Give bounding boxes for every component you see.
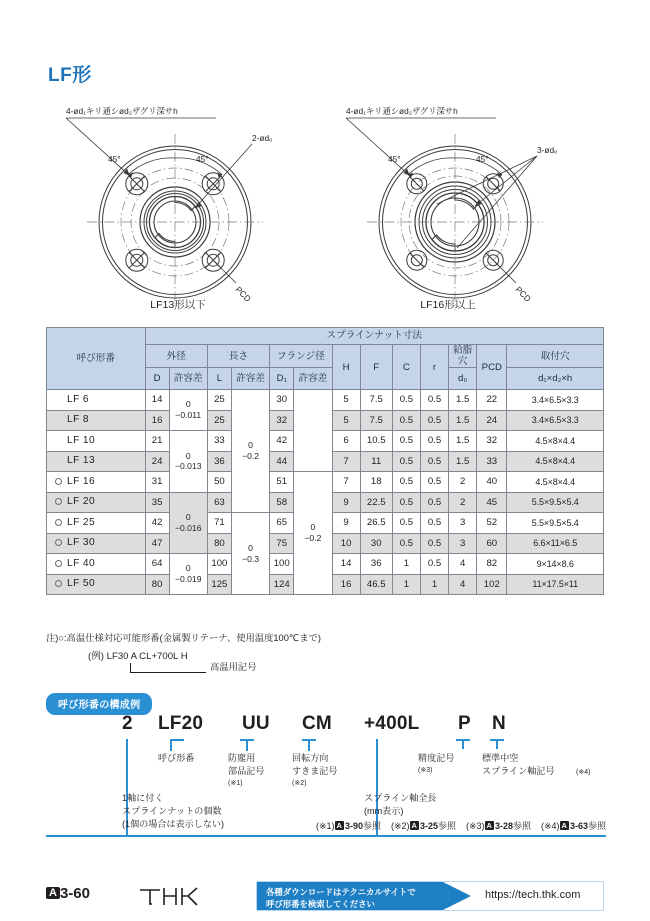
composition-description-7: 精度記号 bbox=[418, 753, 455, 763]
tolerance-cell: 0 −0.011 bbox=[169, 390, 207, 431]
table-cell-D: 16 bbox=[145, 410, 169, 431]
high-temp-circle-icon bbox=[55, 560, 62, 567]
table-cell-d0: 1.5 bbox=[449, 390, 477, 411]
example-leader-label: 高温用記号 bbox=[210, 662, 257, 672]
composition-token-5: P bbox=[458, 713, 471, 734]
table-cell-D1: 65 bbox=[270, 513, 294, 534]
table-cell-F: 10.5 bbox=[360, 431, 392, 452]
composition-reference-0[interactable] bbox=[316, 821, 381, 831]
table-cell-D1: 58 bbox=[270, 492, 294, 513]
table-cell-C: 1 bbox=[392, 554, 420, 575]
table-header-PCD: PCD bbox=[477, 345, 507, 390]
table-cell-d0: 4 bbox=[449, 574, 477, 595]
table-cell-C: 0.5 bbox=[392, 451, 420, 472]
table-header-F: F bbox=[360, 345, 392, 390]
table-cell-L: 50 bbox=[207, 472, 231, 493]
table-cell-H: 14 bbox=[332, 554, 360, 575]
table-cell-F: 26.5 bbox=[360, 513, 392, 534]
reference-mark: (※4) bbox=[541, 821, 560, 831]
table-cell-D1: 30 bbox=[270, 390, 294, 411]
composition-description-1: 防塵用 bbox=[228, 753, 256, 763]
composition-token-1: LF20 bbox=[158, 713, 204, 734]
figure-caption-left: LF13形以下 bbox=[150, 299, 206, 311]
table-cell-d0: 3 bbox=[449, 513, 477, 534]
table-cell-H: 7 bbox=[332, 472, 360, 493]
table-cell-PCD: 24 bbox=[477, 410, 507, 431]
reference-badge-icon: A bbox=[411, 821, 417, 830]
table-cell-model-label: LF 8 bbox=[67, 414, 89, 426]
table-cell-mounting-hole: 5.5×9.5×5.4 bbox=[507, 513, 604, 534]
table-cell-r: 0.5 bbox=[420, 431, 448, 452]
composition-tick-8 bbox=[240, 739, 254, 741]
table-cell-H: 16 bbox=[332, 574, 360, 595]
table-cell-mounting-hole: 11×17.5×11 bbox=[507, 574, 604, 595]
table-cell-L: 36 bbox=[207, 451, 231, 472]
table-cell-model bbox=[47, 492, 146, 513]
composition-tick-11 bbox=[490, 739, 504, 741]
tolerance-cell bbox=[294, 390, 332, 472]
footer-page-number-text: 3-60 bbox=[59, 885, 90, 902]
table-cell-L: 63 bbox=[207, 492, 231, 513]
high-temp-circle-icon bbox=[55, 498, 62, 505]
figure-lf13-and-below bbox=[30, 100, 320, 320]
composition-code-row bbox=[46, 713, 606, 739]
reference-page: 3-90 bbox=[344, 821, 363, 831]
high-temp-circle-icon bbox=[55, 478, 62, 485]
table-cell-D1: 44 bbox=[270, 451, 294, 472]
table-cell-D: 31 bbox=[145, 472, 169, 493]
table-group-lubrication-hole: 給脂穴 bbox=[449, 345, 477, 368]
table-cell-H: 5 bbox=[332, 410, 360, 431]
table-cell-D: 64 bbox=[145, 554, 169, 575]
table-cell-H: 5 bbox=[332, 390, 360, 411]
figure-right-angle-right: 45° bbox=[476, 154, 489, 164]
table-cell-D1: 32 bbox=[270, 410, 294, 431]
table-cell-model-label: LF 40 bbox=[67, 557, 96, 569]
high-temp-circle-icon bbox=[55, 539, 62, 546]
composition-token-0: 2 bbox=[122, 713, 133, 734]
table-cell-mounting-hole: 4.5×8×4.4 bbox=[507, 451, 604, 472]
promo-line2: 呼び形番を検索してください bbox=[266, 899, 375, 910]
table-header-L-tolerance: 許容差 bbox=[231, 368, 269, 390]
table-cell-C: 0.5 bbox=[392, 533, 420, 554]
table-cell-PCD: 33 bbox=[477, 451, 507, 472]
table-cell-model bbox=[47, 472, 146, 493]
table-cell-PCD: 22 bbox=[477, 390, 507, 411]
table-cell-model-label: LF 16 bbox=[67, 475, 96, 487]
thk-logo-mark bbox=[138, 883, 208, 909]
composition-token-4: +400L bbox=[364, 713, 420, 734]
table-cell-C: 0.5 bbox=[392, 513, 420, 534]
reference-suffix: 参照 bbox=[437, 821, 456, 831]
composition-description-2: 部品記号 bbox=[228, 766, 265, 776]
figure-left-hole-note: 2-ød₀ bbox=[252, 133, 273, 143]
figure-lf16-and-above bbox=[325, 100, 615, 320]
table-header-D1: D₁ bbox=[270, 368, 294, 390]
table-cell-model bbox=[47, 390, 146, 411]
figure-right-top-note: 4-ød₁キリ通シød₂ザグリ深サh bbox=[346, 106, 458, 116]
table-cell-L: 125 bbox=[207, 574, 231, 595]
promo-line1: 各種ダウンロードはテクニカルサイトで bbox=[266, 887, 416, 897]
high-temp-circle-icon bbox=[55, 519, 62, 526]
table-cell-D1: 100 bbox=[270, 554, 294, 575]
figure-left-top-note: 4-ød₁キリ通シød₂ザグリ深サh bbox=[66, 106, 178, 116]
table-cell-H: 9 bbox=[332, 492, 360, 513]
reference-mark: (※2) bbox=[391, 821, 410, 831]
figure-right-angle-left: 45° bbox=[388, 154, 401, 164]
table-cell-L: 33 bbox=[207, 431, 231, 452]
high-temperature-note: 注)○:高温仕様対応可能形番(金属製リテーナ、使用温度100℃まで) bbox=[46, 633, 322, 643]
figure-caption-right: LF16形以上 bbox=[420, 299, 476, 311]
composition-description-16: (mm表示) bbox=[364, 806, 404, 816]
table-cell-PCD: 60 bbox=[477, 533, 507, 554]
page-title: LF形 bbox=[48, 65, 92, 86]
table-cell-D: 80 bbox=[145, 574, 169, 595]
composition-bottom-rule bbox=[46, 835, 606, 837]
composition-token-2: UU bbox=[242, 713, 270, 734]
table-cell-mounting-hole: 6.6×11×6.5 bbox=[507, 533, 604, 554]
table-header-D-tolerance: 許容差 bbox=[169, 368, 207, 390]
table-cell-F: 18 bbox=[360, 472, 392, 493]
table-cell-mounting-hole: 3.4×6.5×3.3 bbox=[507, 410, 604, 431]
table-group-flange-diameter: フランジ径 bbox=[270, 345, 332, 368]
table-cell-r: 0.5 bbox=[420, 492, 448, 513]
table-cell-model bbox=[47, 410, 146, 431]
table-cell-PCD: 32 bbox=[477, 431, 507, 452]
table-cell-model bbox=[47, 431, 146, 452]
table-cell-d0: 1.5 bbox=[449, 431, 477, 452]
table-cell-model-label: LF 25 bbox=[67, 516, 96, 528]
reference-page: 3-28 bbox=[494, 821, 513, 831]
table-cell-mounting-hole: 4.5×8×4.4 bbox=[507, 472, 604, 493]
reference-badge-icon: A bbox=[486, 821, 492, 830]
table-header-C: C bbox=[392, 345, 420, 390]
composition-description-10: スプライン軸記号 bbox=[482, 766, 555, 776]
reference-suffix: 参照 bbox=[587, 821, 606, 831]
figure-left-pcd-label: PCD bbox=[233, 284, 254, 304]
table-cell-d0: 4 bbox=[449, 554, 477, 575]
table-cell-D1: 42 bbox=[270, 431, 294, 452]
table-cell-r: 0.5 bbox=[420, 390, 448, 411]
reference-mark: (※1) bbox=[316, 821, 335, 831]
composition-reference-2[interactable] bbox=[466, 821, 531, 831]
composition-references bbox=[46, 819, 606, 832]
reference-page: 3-25 bbox=[419, 821, 438, 831]
table-cell-F: 22.5 bbox=[360, 492, 392, 513]
composition-description-14: (1個の場合は表示しない) bbox=[122, 819, 225, 829]
table-cell-L: 25 bbox=[207, 390, 231, 411]
table-cell-model-label: LF 50 bbox=[67, 578, 96, 590]
composition-token-3: CM bbox=[302, 713, 332, 734]
composition-reference-1[interactable] bbox=[391, 821, 456, 831]
composition-description-6: (※2) bbox=[292, 780, 307, 787]
table-cell-d0: 3 bbox=[449, 533, 477, 554]
composition-tick-7 bbox=[170, 739, 184, 741]
table-cell-C: 0.5 bbox=[392, 472, 420, 493]
tolerance-cell: 0 −0.016 bbox=[169, 492, 207, 554]
table-cell-C: 0.5 bbox=[392, 431, 420, 452]
model-number-composition bbox=[46, 693, 606, 843]
table-cell-D: 21 bbox=[145, 431, 169, 452]
table-cell-H: 7 bbox=[332, 451, 360, 472]
footer-page-badge: A bbox=[46, 887, 60, 899]
table-cell-model bbox=[47, 574, 146, 595]
table-cell-model-label: LF 13 bbox=[67, 455, 96, 467]
table-header-D: D bbox=[145, 368, 169, 390]
reference-mark: (※3) bbox=[466, 821, 485, 831]
table-cell-mounting-hole: 5.5×9.5×5.4 bbox=[507, 492, 604, 513]
table-cell-model-label: LF 30 bbox=[67, 537, 96, 549]
composition-tick-10 bbox=[456, 739, 470, 741]
high-temp-circle-icon bbox=[55, 580, 62, 587]
table-cell-F: 11 bbox=[360, 451, 392, 472]
promo-url[interactable]: https://tech.thk.com bbox=[485, 889, 581, 901]
table-cell-C: 0.5 bbox=[392, 390, 420, 411]
table-group-mounting-hole: 取付穴 bbox=[507, 345, 604, 368]
thk-logo bbox=[138, 883, 208, 914]
reference-badge-icon: A bbox=[336, 821, 342, 830]
table-cell-D: 14 bbox=[145, 390, 169, 411]
composition-description-0: 呼び形番 bbox=[158, 753, 195, 763]
table-cell-L: 25 bbox=[207, 410, 231, 431]
table-cell-model bbox=[47, 554, 146, 575]
composition-description-5: すきま記号 bbox=[292, 766, 338, 776]
tolerance-cell: 0 −0.013 bbox=[169, 431, 207, 493]
table-cell-H: 6 bbox=[332, 431, 360, 452]
tolerance-cell: 0 −0.3 bbox=[231, 513, 269, 595]
model-number-example: (例) LF30 A CL+700L H bbox=[88, 651, 188, 662]
table-cell-H: 9 bbox=[332, 513, 360, 534]
table-cell-r: 0.5 bbox=[420, 472, 448, 493]
tolerance-cell: 0 −0.2 bbox=[231, 390, 269, 513]
reference-badge-icon: A bbox=[561, 821, 567, 830]
example-leader-line bbox=[130, 663, 206, 673]
table-cell-d0: 1.5 bbox=[449, 410, 477, 431]
table-cell-d0: 1.5 bbox=[449, 451, 477, 472]
table-cell-PCD: 45 bbox=[477, 492, 507, 513]
flange-drawing-right bbox=[325, 100, 615, 320]
table-header-r: r bbox=[420, 345, 448, 390]
promo-text bbox=[266, 886, 416, 910]
composition-description-15: スプライン軸全長 bbox=[364, 793, 437, 803]
page-footer bbox=[0, 880, 650, 921]
table-cell-model bbox=[47, 513, 146, 534]
tolerance-cell: 0 −0.2 bbox=[294, 472, 332, 595]
table-cell-D1: 124 bbox=[270, 574, 294, 595]
table-header-D1-tolerance: 許容差 bbox=[294, 368, 332, 390]
composition-description-3: (※1) bbox=[228, 780, 243, 787]
composition-description-8: (※3) bbox=[418, 767, 433, 774]
tolerance-cell: 0 −0.019 bbox=[169, 554, 207, 595]
table-cell-C: 1 bbox=[392, 574, 420, 595]
table-cell-F: 46.5 bbox=[360, 574, 392, 595]
table-header-d0: d₀ bbox=[449, 368, 477, 390]
table-cell-model bbox=[47, 533, 146, 554]
composition-tick-9 bbox=[302, 739, 316, 741]
table-header bbox=[47, 328, 604, 390]
composition-description-11: (※4) bbox=[576, 769, 591, 776]
table-cell-L: 80 bbox=[207, 533, 231, 554]
table-cell-model-label: LF 6 bbox=[67, 393, 89, 405]
table-body bbox=[47, 390, 604, 595]
table-cell-model-label: LF 20 bbox=[67, 496, 96, 508]
reference-page: 3-63 bbox=[569, 821, 588, 831]
table-group-outer-diameter: 外径 bbox=[145, 345, 207, 368]
composition-token-6: N bbox=[492, 713, 506, 734]
table-cell-D1: 75 bbox=[270, 533, 294, 554]
figure-right-hole-note: 3-ød₀ bbox=[537, 145, 558, 155]
figure-right-pcd-label: PCD bbox=[513, 284, 534, 304]
table-cell-F: 7.5 bbox=[360, 410, 392, 431]
table-cell-r: 1 bbox=[420, 574, 448, 595]
table-cell-F: 30 bbox=[360, 533, 392, 554]
table-cell-L: 100 bbox=[207, 554, 231, 575]
table-cell-D1: 51 bbox=[270, 472, 294, 493]
table-row bbox=[47, 390, 604, 411]
table-cell-PCD: 40 bbox=[477, 472, 507, 493]
table-cell-d0: 2 bbox=[449, 472, 477, 493]
table-header-L: L bbox=[207, 368, 231, 390]
table-cell-F: 7.5 bbox=[360, 390, 392, 411]
table-cell-C: 0.5 bbox=[392, 410, 420, 431]
reference-suffix: 参照 bbox=[362, 821, 381, 831]
table-header-H: H bbox=[332, 345, 360, 390]
figure-left-angle-left: 45° bbox=[108, 154, 121, 164]
table-cell-C: 0.5 bbox=[392, 492, 420, 513]
table-cell-r: 0.5 bbox=[420, 554, 448, 575]
promo-banner[interactable] bbox=[256, 881, 604, 911]
table-cell-D: 35 bbox=[145, 492, 169, 513]
table-cell-PCD: 102 bbox=[477, 574, 507, 595]
composition-description-9: 標準中空 bbox=[482, 753, 519, 763]
composition-reference-3[interactable] bbox=[541, 821, 606, 831]
table-cell-model-label: LF 10 bbox=[67, 434, 96, 446]
table-header-mounting-hole-dims: d₁×d₂×h bbox=[507, 368, 604, 390]
composition-description-12: 1軸に付く bbox=[122, 793, 164, 803]
table-group-length: 長さ bbox=[207, 345, 269, 368]
table-cell-L: 71 bbox=[207, 513, 231, 534]
table-cell-r: 0.5 bbox=[420, 410, 448, 431]
table-cell-r: 0.5 bbox=[420, 513, 448, 534]
table-cell-H: 10 bbox=[332, 533, 360, 554]
flange-drawing-left bbox=[30, 100, 320, 320]
table-cell-PCD: 52 bbox=[477, 513, 507, 534]
table-header-model: 呼び形番 bbox=[47, 328, 146, 390]
table-row bbox=[47, 472, 604, 493]
composition-description-4: 回転方向 bbox=[292, 753, 329, 763]
table-cell-F: 36 bbox=[360, 554, 392, 575]
table-cell-mounting-hole: 9×14×8.6 bbox=[507, 554, 604, 575]
table-cell-d0: 2 bbox=[449, 492, 477, 513]
composition-description-13: スプラインナットの個数 bbox=[122, 806, 222, 816]
reference-suffix: 参照 bbox=[512, 821, 531, 831]
table-cell-r: 0.5 bbox=[420, 451, 448, 472]
footer-page-number bbox=[46, 885, 90, 902]
table-cell-PCD: 82 bbox=[477, 554, 507, 575]
composition-badge: 呼び形番の構成例 bbox=[46, 693, 152, 715]
table-cell-mounting-hole: 4.5×8×4.4 bbox=[507, 431, 604, 452]
spline-nut-dimensions-table bbox=[46, 327, 604, 595]
table-cell-mounting-hole: 3.4×6.5×3.3 bbox=[507, 390, 604, 411]
table-cell-D: 47 bbox=[145, 533, 169, 554]
technical-drawings bbox=[0, 100, 650, 320]
table-cell-D: 24 bbox=[145, 451, 169, 472]
table-cell-model bbox=[47, 451, 146, 472]
figure-left-angle-right: 45° bbox=[196, 154, 209, 164]
table-header-group-title: スプラインナット寸法 bbox=[145, 328, 603, 345]
table-cell-r: 0.5 bbox=[420, 533, 448, 554]
table-cell-D: 42 bbox=[145, 513, 169, 534]
